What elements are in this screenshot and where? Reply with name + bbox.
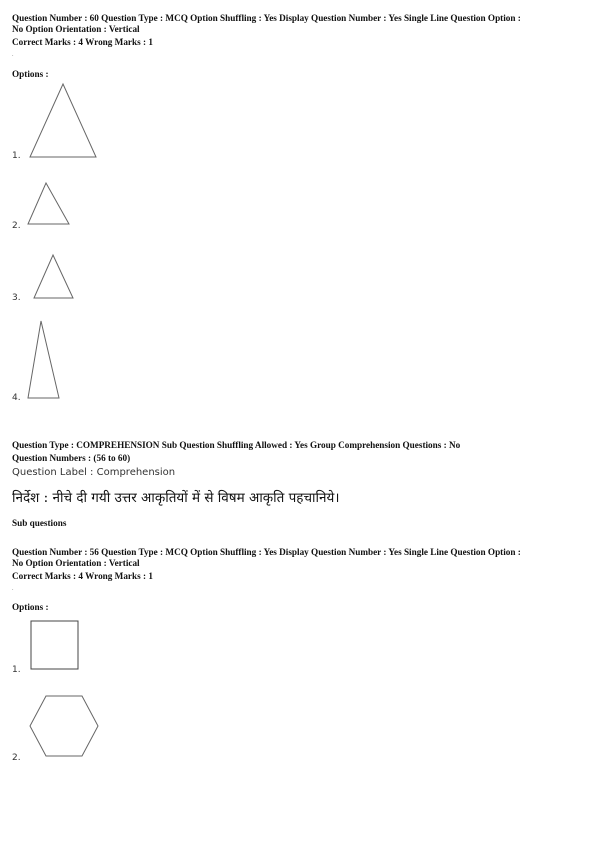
q60-header-line2: No Option Orientation : Vertical bbox=[12, 24, 140, 34]
comprehension-direction: निर्देश : नीचे दी गयी उत्तर आकृतियों में से विषम आकृति पहचानिये। bbox=[12, 490, 340, 506]
q60-header-line1: Question Number : 60 Question Type : MCQ Option Shuffling : Yes Display Question Number : Yes Single Line Question Option : bbox=[12, 13, 521, 23]
q60-options-label: Options : bbox=[12, 69, 49, 79]
q56-option-1-number: 1. bbox=[12, 665, 21, 675]
q60-option-1-number: 1. bbox=[12, 151, 21, 161]
sub-questions-heading: Sub questions bbox=[12, 518, 67, 528]
comprehension-question-label: Question Label : Comprehension bbox=[12, 467, 176, 478]
q56-dot: . bbox=[12, 586, 14, 592]
square-icon bbox=[30, 620, 80, 672]
large-triangle-icon bbox=[28, 83, 98, 159]
q56-option-2-number: 2. bbox=[12, 753, 21, 763]
q60-option-4-number: 4. bbox=[12, 393, 21, 403]
q60-option-3-number: 3. bbox=[12, 293, 21, 303]
tall-narrow-triangle-icon bbox=[26, 320, 62, 400]
q60-dot: . bbox=[12, 52, 14, 58]
small-triangle-icon bbox=[33, 254, 75, 300]
small-triangle-icon bbox=[26, 182, 70, 226]
hexagon-icon bbox=[28, 695, 100, 759]
q56-marks: Correct Marks : 4 Wrong Marks : 1 bbox=[12, 571, 153, 581]
q60-marks: Correct Marks : 4 Wrong Marks : 1 bbox=[12, 37, 153, 47]
q56-options-label: Options : bbox=[12, 602, 49, 612]
q56-header-line2: No Option Orientation : Vertical bbox=[12, 558, 140, 568]
q56-header-line1: Question Number : 56 Question Type : MCQ Option Shuffling : Yes Display Question Number : Yes Single Line Question Option : bbox=[12, 547, 521, 557]
comprehension-question-numbers: Question Numbers : (56 to 60) bbox=[12, 453, 131, 463]
q60-option-2-number: 2. bbox=[12, 221, 21, 231]
comprehension-type-line: Question Type : COMPREHENSION Sub Question Shuffling Allowed : Yes Group Comprehension Questions : No bbox=[12, 440, 461, 450]
